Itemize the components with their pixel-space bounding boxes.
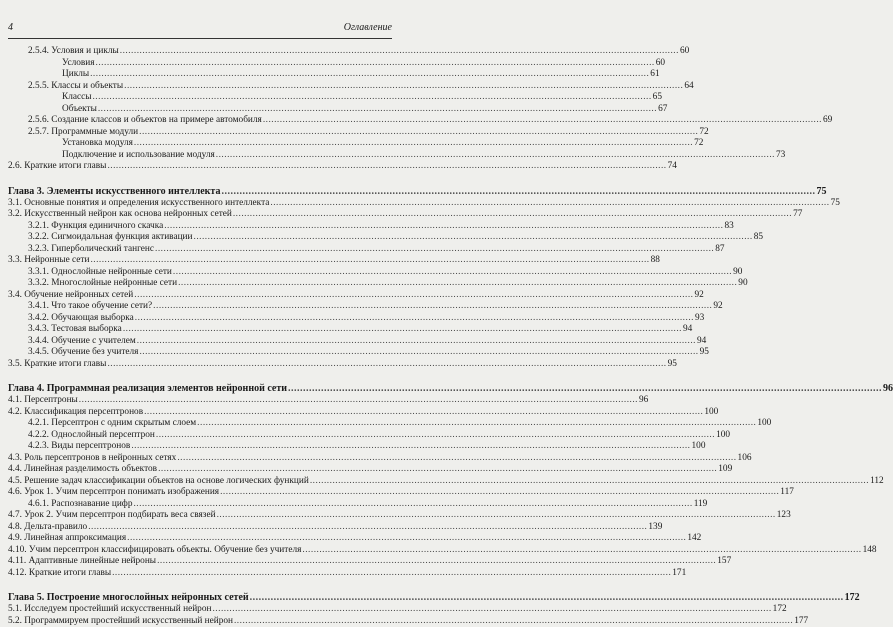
leader-dots xyxy=(90,255,649,267)
leader-dots xyxy=(88,522,647,534)
leader-dots xyxy=(127,533,686,545)
toc-entry xyxy=(8,556,392,568)
toc-page-number: 109 xyxy=(718,464,732,476)
leader-dots xyxy=(134,290,693,302)
toc-entry-title: 4.12. Краткие итоги главы xyxy=(8,568,111,580)
toc-entry xyxy=(8,487,392,499)
toc-entry-title: 2.6. Краткие итоги главы xyxy=(8,161,106,173)
leader-dots xyxy=(98,104,657,116)
toc-entry-title: 5.2. Программируем простейший искусственный нейрон xyxy=(8,616,233,627)
leader-dots xyxy=(96,58,655,70)
toc-entry-title: Объекты xyxy=(62,104,97,116)
leader-dots xyxy=(123,324,682,336)
leader-dots xyxy=(92,92,651,104)
toc-entry xyxy=(8,510,392,522)
toc-page-number: 74 xyxy=(668,161,677,173)
toc-entry xyxy=(8,324,392,336)
toc-entry xyxy=(8,92,392,104)
leader-dots xyxy=(233,209,792,221)
toc-entry xyxy=(8,46,392,58)
toc-page-number: 95 xyxy=(700,347,709,359)
toc-entry-title: 4.5. Решение задач классификации объектов на основе логических функций xyxy=(8,476,309,488)
toc-page-number: 123 xyxy=(777,510,791,522)
toc-entry xyxy=(8,395,392,407)
toc-entry xyxy=(8,198,392,210)
toc-page-number: 112 xyxy=(870,476,884,488)
leader-dots xyxy=(158,464,717,476)
toc-entry-title: 4.6.1. Распознавание цифр xyxy=(28,499,132,511)
toc-entry-title: Глава 4. Программная реализация элементов нейронной сети xyxy=(8,382,287,395)
toc-page-number: 92 xyxy=(695,290,704,302)
leader-dots xyxy=(197,418,756,430)
toc-entry-title: 5.1. Исследуем простейший искусственный нейрон xyxy=(8,604,211,616)
leader-dots xyxy=(139,347,698,359)
leader-dots xyxy=(164,221,723,233)
toc-entry xyxy=(8,464,392,476)
leader-dots xyxy=(194,232,753,244)
toc-entry xyxy=(8,545,392,557)
leader-dots xyxy=(107,161,666,173)
toc-entry xyxy=(8,255,392,267)
toc-page-number: 172 xyxy=(773,604,787,616)
toc-entry xyxy=(8,267,392,279)
leader-dots xyxy=(178,278,737,290)
toc-entry xyxy=(8,522,392,534)
toc-entry-title: 4.8. Дельта-правило xyxy=(8,522,87,534)
toc-entry-title: 3.4.2. Обучающая выборка xyxy=(28,313,134,325)
toc-page-number: 148 xyxy=(863,545,877,557)
toc-entry-title: 2.5.7. Программные модули xyxy=(28,127,138,139)
toc-entry xyxy=(8,290,392,302)
toc-entry xyxy=(8,104,392,116)
toc-entry xyxy=(8,453,392,465)
toc-entry-title: 4.1. Персептроны xyxy=(8,395,78,407)
toc-entry xyxy=(8,499,392,511)
toc-entry xyxy=(8,58,392,70)
toc-entry-title: 2.5.6. Создание классов и объектов на примере автомобиля xyxy=(28,115,262,127)
toc-entry-title: 4.10. Учим персептрон классифицировать объекты. Обучение без учителя xyxy=(8,545,301,557)
toc-page-number: 73 xyxy=(776,150,785,162)
running-header xyxy=(8,22,392,36)
toc-entry-title: 2.5.5. Классы и объекты xyxy=(28,81,123,93)
toc-page-number: 172 xyxy=(845,591,860,604)
toc-entry-title: 3.4.3. Тестовая выборка xyxy=(28,324,122,336)
toc-entry-title: 4.4. Линейная разделимость объектов xyxy=(8,464,157,476)
toc-entry xyxy=(8,476,392,488)
toc-page-number: 65 xyxy=(653,92,662,104)
toc-page-number: 96 xyxy=(883,382,893,395)
toc-page-number: 75 xyxy=(816,185,826,198)
toc-page-number: 157 xyxy=(717,556,731,568)
toc-entry-title: 4.2. Классификация персептронов xyxy=(8,407,143,419)
toc-entry xyxy=(8,430,392,442)
toc-entry-title: 3.5. Краткие итоги главы xyxy=(8,359,106,371)
toc-entry-title: 4.9. Линейная аппроксимация xyxy=(8,533,126,545)
leader-dots xyxy=(250,591,844,604)
toc-entry xyxy=(8,209,392,221)
toc-page-number: 60 xyxy=(656,58,665,70)
toc-entry xyxy=(8,418,392,430)
toc-page-number: 96 xyxy=(639,395,648,407)
leader-dots xyxy=(302,545,861,557)
toc-entry-title: Циклы xyxy=(62,69,89,81)
toc-page-number: 72 xyxy=(694,138,703,150)
leader-dots xyxy=(155,244,714,256)
toc-entry xyxy=(8,533,392,545)
leader-dots xyxy=(310,476,869,488)
leader-dots xyxy=(90,69,649,81)
leader-dots xyxy=(212,604,771,616)
leader-dots xyxy=(173,267,732,279)
toc-page-number: 61 xyxy=(650,69,659,81)
leader-dots xyxy=(220,487,779,499)
toc-entry xyxy=(8,407,392,419)
leader-dots xyxy=(131,441,690,453)
toc-entry-title: 4.7. Урок 2. Учим персептрон подбирать веса связей xyxy=(8,510,216,522)
toc-page-number: 67 xyxy=(658,104,667,116)
leader-dots xyxy=(79,395,638,407)
leader-dots xyxy=(135,313,694,325)
leader-dots xyxy=(153,301,712,313)
toc-entry xyxy=(8,138,392,150)
toc-chapter-entry xyxy=(8,382,392,395)
toc-entry xyxy=(8,69,392,81)
toc-entry-title: Подключение и использование модуля xyxy=(62,150,215,162)
toc-page-number: 72 xyxy=(699,127,708,139)
toc-page-number: 77 xyxy=(793,209,802,221)
leader-dots xyxy=(133,499,692,511)
running-title: Оглавление xyxy=(344,22,392,33)
toc-page-number: 88 xyxy=(651,255,660,267)
header-rule xyxy=(8,38,392,39)
leader-dots xyxy=(217,510,776,522)
toc-page-number: 75 xyxy=(831,198,840,210)
toc-page-number: 60 xyxy=(680,46,689,58)
toc-chapter-entry xyxy=(8,591,392,604)
toc-chapter-entry xyxy=(8,185,392,198)
toc-entry-title: 3.2.2. Сигмоидальная функция активации xyxy=(28,232,193,244)
toc-page-number: 100 xyxy=(757,418,771,430)
toc-entry-title: Установка модуля xyxy=(62,138,133,150)
leader-dots xyxy=(263,115,822,127)
toc-entry xyxy=(8,359,392,371)
toc-entry xyxy=(8,81,392,93)
table-of-contents xyxy=(8,46,392,627)
toc-entry xyxy=(8,568,392,580)
toc-page-number: 93 xyxy=(695,313,704,325)
toc-entry-title: Классы xyxy=(62,92,91,104)
leader-dots xyxy=(177,453,736,465)
leader-dots xyxy=(107,359,666,371)
leader-dots xyxy=(156,430,715,442)
leader-dots xyxy=(139,127,698,139)
toc-entry-title: 3.1. Основные понятия и определения искусственного интеллекта xyxy=(8,198,269,210)
toc-entry xyxy=(8,232,392,244)
toc-entry-title: 4.2.2. Однослойный персептрон xyxy=(28,430,155,442)
page-number: 4 xyxy=(8,22,13,33)
toc-page-number: 95 xyxy=(668,359,677,371)
toc-page-number: 177 xyxy=(794,616,808,627)
toc-entry xyxy=(8,115,392,127)
leader-dots xyxy=(234,616,793,627)
toc-entry xyxy=(8,616,392,627)
leader-dots xyxy=(216,150,775,162)
toc-page-number: 90 xyxy=(738,278,747,290)
toc-entry xyxy=(8,221,392,233)
leader-dots xyxy=(288,382,882,395)
toc-entry xyxy=(8,336,392,348)
toc-entry-title: 4.2.3. Виды персептронов xyxy=(28,441,130,453)
leader-dots xyxy=(120,46,679,58)
leader-dots xyxy=(157,556,716,568)
toc-entry-title: 2.5.4. Условия и циклы xyxy=(28,46,119,58)
toc-entry-title: Глава 5. Построение многослойных нейронных сетей xyxy=(8,591,249,604)
toc-page-number: 100 xyxy=(704,407,718,419)
toc-page-number: 94 xyxy=(697,336,706,348)
toc-page-number: 90 xyxy=(733,267,742,279)
toc-entry xyxy=(8,278,392,290)
toc-entry-title: 4.2.1. Персептрон с одним скрытым слоем xyxy=(28,418,196,430)
leader-dots xyxy=(270,198,829,210)
toc-entry-title: 4.11. Адаптивные линейные нейроны xyxy=(8,556,156,568)
toc-entry xyxy=(8,244,392,256)
toc-entry-title: Условия xyxy=(62,58,95,70)
leader-dots xyxy=(124,81,683,93)
toc-page-number: 64 xyxy=(684,81,693,93)
toc-entry-title: 4.6. Урок 1. Учим персептрон понимать изображения xyxy=(8,487,219,499)
toc-entry-title: 3.4.1. Что такое обучение сети? xyxy=(28,301,152,313)
toc-entry xyxy=(8,301,392,313)
leader-dots xyxy=(137,336,696,348)
toc-page-number: 106 xyxy=(738,453,752,465)
toc-entry xyxy=(8,313,392,325)
toc-entry-title: 3.3.1. Однослойные нейронные сети xyxy=(28,267,172,279)
toc-page-number: 139 xyxy=(648,522,662,534)
toc-entry-title: 3.4.5. Обучение без учителя xyxy=(28,347,138,359)
toc-page-number: 87 xyxy=(715,244,724,256)
toc-page-number: 69 xyxy=(823,115,832,127)
toc-entry-title: 3.3. Нейронные сети xyxy=(8,255,89,267)
leader-dots xyxy=(221,185,815,198)
toc-entry-title: 3.4.4. Обучение с учителем xyxy=(28,336,136,348)
leader-dots xyxy=(112,568,671,580)
toc-page-number: 100 xyxy=(716,430,730,442)
toc-page-number: 85 xyxy=(754,232,763,244)
toc-page-number: 83 xyxy=(724,221,733,233)
toc-page-number: 119 xyxy=(694,499,708,511)
toc-entry-title: 3.2.1. Функция единичного скачка xyxy=(28,221,163,233)
toc-entry-title: 3.4. Обучение нейронных сетей xyxy=(8,290,133,302)
toc-page-number: 100 xyxy=(692,441,706,453)
toc-page-number: 94 xyxy=(683,324,692,336)
toc-entry-title: 3.2. Искусственный нейрон как основа нейронных сетей xyxy=(8,209,232,221)
toc-entry-title: Глава 3. Элементы искусственного интеллекта xyxy=(8,185,220,198)
book-page xyxy=(0,0,400,598)
toc-entry-title: 4.3. Роль персептронов в нейронных сетях xyxy=(8,453,176,465)
toc-entry-title: 3.3.2. Многослойные нейронные сети xyxy=(28,278,177,290)
toc-entry xyxy=(8,604,392,616)
toc-entry xyxy=(8,347,392,359)
toc-entry-title: 3.2.3. Гиперболический тангенс xyxy=(28,244,154,256)
toc-entry xyxy=(8,127,392,139)
toc-page-number: 171 xyxy=(672,568,686,580)
leader-dots xyxy=(134,138,693,150)
toc-page-number: 142 xyxy=(687,533,701,545)
toc-entry xyxy=(8,441,392,453)
leader-dots xyxy=(144,407,703,419)
toc-page-number: 92 xyxy=(713,301,722,313)
toc-entry xyxy=(8,161,392,173)
toc-page-number: 117 xyxy=(780,487,794,499)
toc-entry xyxy=(8,150,392,162)
